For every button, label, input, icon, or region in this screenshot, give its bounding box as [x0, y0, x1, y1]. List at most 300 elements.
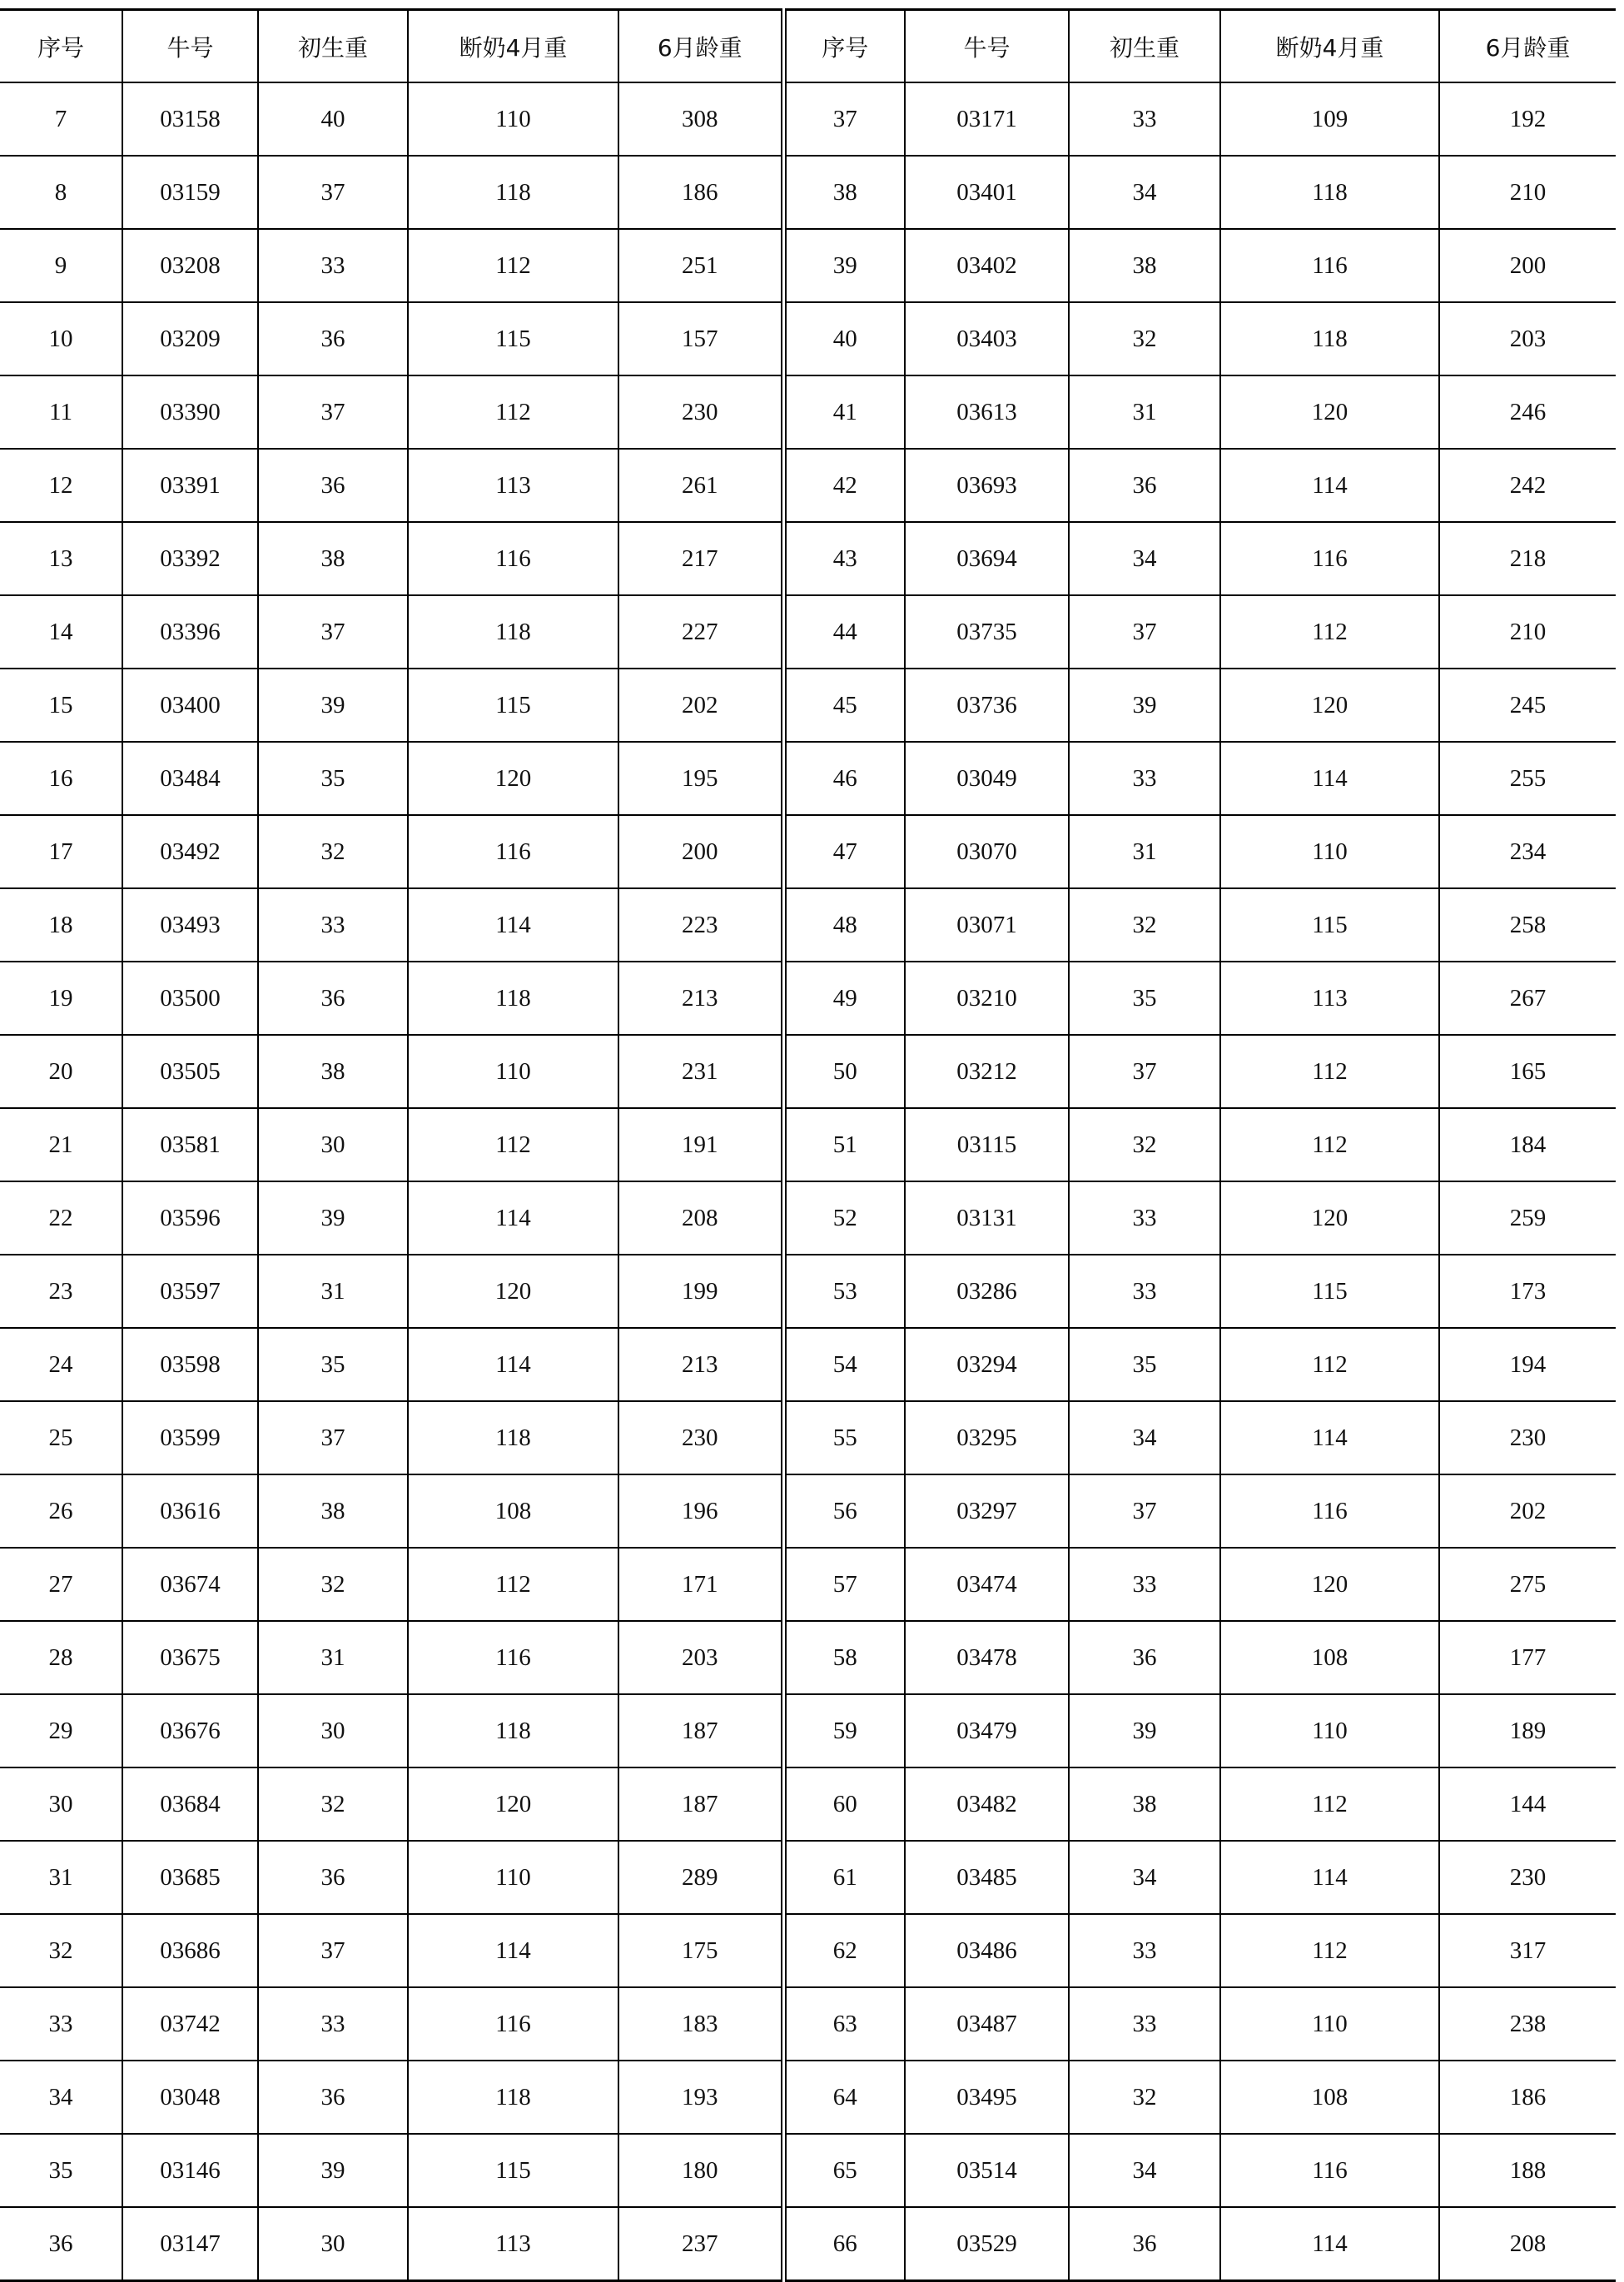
cell-serial-no-right: 55	[783, 1401, 905, 1474]
cell-birth-weight-right: 35	[1069, 962, 1220, 1035]
cell-birth-weight-right: 37	[1069, 1035, 1220, 1108]
cell-birth-weight-left: 31	[258, 1621, 408, 1694]
cell-cattle-id-right: 03071	[905, 888, 1069, 962]
cell-weaning-4-month-weight-right: 108	[1220, 1621, 1439, 1694]
cell-serial-no-right: 49	[783, 962, 905, 1035]
cell-weaning-4-month-weight-right: 114	[1220, 1841, 1439, 1914]
cell-weaning-4-month-weight-left: 116	[408, 1621, 618, 1694]
cell-cattle-id-right: 03286	[905, 1255, 1069, 1328]
cell-serial-no-left: 35	[0, 2134, 122, 2207]
cell-birth-weight-left: 33	[258, 888, 408, 962]
cell-cattle-id-right: 03294	[905, 1328, 1069, 1401]
cell-weaning-4-month-weight-left: 118	[408, 2061, 618, 2134]
cell-6-month-weight-left: 199	[618, 1255, 783, 1328]
cell-birth-weight-left: 39	[258, 1181, 408, 1255]
header-birth-weight-left: 初生重	[258, 10, 408, 83]
table-row	[0, 1841, 1616, 1914]
cell-birth-weight-right: 36	[1069, 1621, 1220, 1694]
cell-cattle-id-right: 03613	[905, 375, 1069, 449]
table-row	[0, 449, 1616, 522]
cell-weaning-4-month-weight-right: 112	[1220, 1767, 1439, 1841]
cell-weaning-4-month-weight-right: 114	[1220, 449, 1439, 522]
cell-cattle-id-left: 03158	[122, 82, 258, 156]
cell-serial-no-left: 22	[0, 1181, 122, 1255]
cell-weaning-4-month-weight-left: 118	[408, 1694, 618, 1767]
cell-cattle-id-left: 03391	[122, 449, 258, 522]
cell-birth-weight-right: 39	[1069, 669, 1220, 742]
cell-weaning-4-month-weight-right: 120	[1220, 1548, 1439, 1621]
table-row	[0, 962, 1616, 1035]
cell-cattle-id-left: 03147	[122, 2207, 258, 2281]
cell-birth-weight-left: 38	[258, 522, 408, 595]
cell-birth-weight-left: 39	[258, 669, 408, 742]
cell-serial-no-right: 58	[783, 1621, 905, 1694]
cell-6-month-weight-left: 261	[618, 449, 783, 522]
cell-weaning-4-month-weight-left: 110	[408, 1035, 618, 1108]
table-row	[0, 1108, 1616, 1181]
cell-cattle-id-right: 03482	[905, 1767, 1069, 1841]
cell-birth-weight-right: 37	[1069, 595, 1220, 669]
cell-birth-weight-right: 37	[1069, 1474, 1220, 1548]
cell-cattle-id-left: 03505	[122, 1035, 258, 1108]
cell-birth-weight-left: 30	[258, 2207, 408, 2281]
cell-weaning-4-month-weight-left: 114	[408, 888, 618, 962]
cell-serial-no-left: 30	[0, 1767, 122, 1841]
cell-serial-no-left: 19	[0, 962, 122, 1035]
cell-6-month-weight-right: 192	[1439, 82, 1616, 156]
cell-serial-no-right: 63	[783, 1987, 905, 2061]
header-cattle-id-right: 牛号	[905, 10, 1069, 83]
cell-weaning-4-month-weight-right: 112	[1220, 1914, 1439, 1987]
table-row	[0, 815, 1616, 888]
cell-serial-no-left: 9	[0, 229, 122, 302]
cell-6-month-weight-right: 275	[1439, 1548, 1616, 1621]
cell-birth-weight-left: 33	[258, 229, 408, 302]
cell-weaning-4-month-weight-left: 113	[408, 2207, 618, 2281]
cell-cattle-id-right: 03297	[905, 1474, 1069, 1548]
cattle-weight-table	[0, 8, 1616, 2282]
cell-weaning-4-month-weight-right: 112	[1220, 1035, 1439, 1108]
cell-6-month-weight-right: 210	[1439, 595, 1616, 669]
cell-weaning-4-month-weight-right: 118	[1220, 302, 1439, 375]
cell-6-month-weight-right: 202	[1439, 1474, 1616, 1548]
cell-cattle-id-right: 03171	[905, 82, 1069, 156]
cell-6-month-weight-left: 217	[618, 522, 783, 595]
cell-6-month-weight-left: 223	[618, 888, 783, 962]
cell-cattle-id-left: 03146	[122, 2134, 258, 2207]
cell-serial-no-left: 24	[0, 1328, 122, 1401]
table-row	[0, 1767, 1616, 1841]
cell-weaning-4-month-weight-right: 116	[1220, 522, 1439, 595]
cell-cattle-id-left: 03597	[122, 1255, 258, 1328]
cell-weaning-4-month-weight-right: 114	[1220, 742, 1439, 815]
cell-cattle-id-right: 03514	[905, 2134, 1069, 2207]
cell-6-month-weight-left: 230	[618, 375, 783, 449]
cell-weaning-4-month-weight-right: 116	[1220, 1474, 1439, 1548]
cell-6-month-weight-left: 230	[618, 1401, 783, 1474]
cell-weaning-4-month-weight-right: 112	[1220, 595, 1439, 669]
cell-weaning-4-month-weight-right: 118	[1220, 156, 1439, 229]
cell-serial-no-left: 29	[0, 1694, 122, 1767]
cell-birth-weight-right: 33	[1069, 82, 1220, 156]
cell-serial-no-right: 53	[783, 1255, 905, 1328]
cell-cattle-id-right: 03479	[905, 1694, 1069, 1767]
cell-serial-no-left: 13	[0, 522, 122, 595]
cell-6-month-weight-right: 246	[1439, 375, 1616, 449]
cell-cattle-id-left: 03676	[122, 1694, 258, 1767]
cell-cattle-id-left: 03674	[122, 1548, 258, 1621]
cell-serial-no-right: 46	[783, 742, 905, 815]
cell-birth-weight-right: 32	[1069, 2061, 1220, 2134]
cell-6-month-weight-left: 195	[618, 742, 783, 815]
cell-serial-no-left: 21	[0, 1108, 122, 1181]
cell-weaning-4-month-weight-left: 112	[408, 229, 618, 302]
table-row	[0, 156, 1616, 229]
cell-cattle-id-left: 03484	[122, 742, 258, 815]
cell-weaning-4-month-weight-left: 120	[408, 1767, 618, 1841]
cell-birth-weight-left: 36	[258, 962, 408, 1035]
cell-6-month-weight-left: 187	[618, 1694, 783, 1767]
cell-serial-no-left: 7	[0, 82, 122, 156]
cell-serial-no-right: 59	[783, 1694, 905, 1767]
header-cattle-id-left: 牛号	[122, 10, 258, 83]
cell-cattle-id-right: 03485	[905, 1841, 1069, 1914]
cell-serial-no-right: 64	[783, 2061, 905, 2134]
cell-birth-weight-right: 34	[1069, 1841, 1220, 1914]
cell-serial-no-right: 44	[783, 595, 905, 669]
cell-birth-weight-right: 33	[1069, 1255, 1220, 1328]
cell-6-month-weight-right: 259	[1439, 1181, 1616, 1255]
table-row	[0, 302, 1616, 375]
cell-cattle-id-right: 03486	[905, 1914, 1069, 1987]
cell-serial-no-right: 51	[783, 1108, 905, 1181]
table-row	[0, 669, 1616, 742]
cell-weaning-4-month-weight-right: 114	[1220, 1401, 1439, 1474]
cell-weaning-4-month-weight-left: 110	[408, 82, 618, 156]
cell-weaning-4-month-weight-left: 118	[408, 156, 618, 229]
cell-6-month-weight-right: 230	[1439, 1401, 1616, 1474]
cell-birth-weight-right: 38	[1069, 1767, 1220, 1841]
cell-serial-no-left: 26	[0, 1474, 122, 1548]
cell-serial-no-right: 40	[783, 302, 905, 375]
cell-weaning-4-month-weight-left: 113	[408, 449, 618, 522]
cell-6-month-weight-right: 203	[1439, 302, 1616, 375]
cell-serial-no-right: 39	[783, 229, 905, 302]
cell-serial-no-left: 10	[0, 302, 122, 375]
cell-weaning-4-month-weight-right: 116	[1220, 2134, 1439, 2207]
cell-cattle-id-right: 03735	[905, 595, 1069, 669]
cell-serial-no-left: 33	[0, 1987, 122, 2061]
cell-cattle-id-right: 03210	[905, 962, 1069, 1035]
cell-birth-weight-left: 32	[258, 1548, 408, 1621]
cell-cattle-id-left: 03159	[122, 156, 258, 229]
cell-6-month-weight-right: 238	[1439, 1987, 1616, 2061]
cell-serial-no-right: 37	[783, 82, 905, 156]
cell-serial-no-right: 65	[783, 2134, 905, 2207]
table-row	[0, 1474, 1616, 1548]
cell-serial-no-left: 36	[0, 2207, 122, 2281]
cell-birth-weight-right: 33	[1069, 1548, 1220, 1621]
cell-serial-no-right: 62	[783, 1914, 905, 1987]
cell-serial-no-right: 45	[783, 669, 905, 742]
cell-weaning-4-month-weight-right: 115	[1220, 888, 1439, 962]
cell-birth-weight-right: 31	[1069, 815, 1220, 888]
cell-6-month-weight-right: 255	[1439, 742, 1616, 815]
cell-weaning-4-month-weight-left: 110	[408, 1841, 618, 1914]
cell-birth-weight-left: 37	[258, 1401, 408, 1474]
table-row	[0, 82, 1616, 156]
cell-6-month-weight-right: 200	[1439, 229, 1616, 302]
cell-cattle-id-left: 03400	[122, 669, 258, 742]
cell-cattle-id-left: 03616	[122, 1474, 258, 1548]
cell-serial-no-left: 11	[0, 375, 122, 449]
cell-serial-no-left: 28	[0, 1621, 122, 1694]
cell-serial-no-right: 41	[783, 375, 905, 449]
cell-cattle-id-right: 03694	[905, 522, 1069, 595]
cell-weaning-4-month-weight-right: 109	[1220, 82, 1439, 156]
header-6-month-weight-right: 6月龄重	[1439, 10, 1616, 83]
cell-6-month-weight-right: 267	[1439, 962, 1616, 1035]
cell-weaning-4-month-weight-left: 115	[408, 2134, 618, 2207]
cell-birth-weight-left: 36	[258, 1841, 408, 1914]
cell-cattle-id-left: 03596	[122, 1181, 258, 1255]
cell-birth-weight-right: 33	[1069, 1181, 1220, 1255]
cell-birth-weight-right: 36	[1069, 2207, 1220, 2281]
cell-6-month-weight-right: 242	[1439, 449, 1616, 522]
cell-cattle-id-left: 03208	[122, 229, 258, 302]
cell-cattle-id-right: 03295	[905, 1401, 1069, 1474]
cell-weaning-4-month-weight-left: 112	[408, 375, 618, 449]
cell-6-month-weight-right: 144	[1439, 1767, 1616, 1841]
cell-cattle-id-left: 03599	[122, 1401, 258, 1474]
table-row	[0, 1621, 1616, 1694]
cell-6-month-weight-left: 193	[618, 2061, 783, 2134]
cell-6-month-weight-left: 187	[618, 1767, 783, 1841]
cell-serial-no-right: 60	[783, 1767, 905, 1841]
cell-6-month-weight-left: 231	[618, 1035, 783, 1108]
cell-weaning-4-month-weight-left: 120	[408, 1255, 618, 1328]
header-serial-no-left: 序号	[0, 10, 122, 83]
table-row	[0, 1914, 1616, 1987]
cell-serial-no-right: 52	[783, 1181, 905, 1255]
cell-serial-no-right: 61	[783, 1841, 905, 1914]
cell-birth-weight-left: 30	[258, 1108, 408, 1181]
table-row	[0, 1548, 1616, 1621]
header-row	[0, 10, 1616, 83]
cell-birth-weight-left: 37	[258, 156, 408, 229]
cell-cattle-id-right: 03693	[905, 449, 1069, 522]
cell-cattle-id-left: 03684	[122, 1767, 258, 1841]
cell-serial-no-left: 23	[0, 1255, 122, 1328]
cell-weaning-4-month-weight-left: 108	[408, 1474, 618, 1548]
table-row	[0, 375, 1616, 449]
cell-birth-weight-right: 32	[1069, 1108, 1220, 1181]
table-body	[0, 82, 1616, 2281]
cell-birth-weight-left: 38	[258, 1474, 408, 1548]
cell-serial-no-left: 20	[0, 1035, 122, 1108]
table-row	[0, 2061, 1616, 2134]
cell-6-month-weight-right: 218	[1439, 522, 1616, 595]
table-row	[0, 888, 1616, 962]
cell-serial-no-left: 25	[0, 1401, 122, 1474]
data-table-container	[0, 8, 1616, 2282]
cell-cattle-id-left: 03209	[122, 302, 258, 375]
cell-cattle-id-right: 03403	[905, 302, 1069, 375]
cell-birth-weight-left: 32	[258, 815, 408, 888]
cell-6-month-weight-left: 186	[618, 156, 783, 229]
cell-cattle-id-left: 03390	[122, 375, 258, 449]
cell-6-month-weight-left: 213	[618, 962, 783, 1035]
cell-weaning-4-month-weight-right: 110	[1220, 1987, 1439, 2061]
table-row	[0, 2207, 1616, 2281]
cell-weaning-4-month-weight-right: 114	[1220, 2207, 1439, 2281]
cell-birth-weight-left: 35	[258, 1328, 408, 1401]
header-weaning-4-month-weight-left: 断奶4月重	[408, 10, 618, 83]
cell-birth-weight-left: 33	[258, 1987, 408, 2061]
cell-cattle-id-right: 03474	[905, 1548, 1069, 1621]
cell-weaning-4-month-weight-right: 112	[1220, 1328, 1439, 1401]
cell-birth-weight-left: 40	[258, 82, 408, 156]
cell-serial-no-left: 27	[0, 1548, 122, 1621]
cell-cattle-id-right: 03131	[905, 1181, 1069, 1255]
cell-weaning-4-month-weight-left: 116	[408, 815, 618, 888]
cell-6-month-weight-left: 183	[618, 1987, 783, 2061]
cell-birth-weight-right: 32	[1069, 302, 1220, 375]
cell-6-month-weight-left: 251	[618, 229, 783, 302]
cell-cattle-id-right: 03049	[905, 742, 1069, 815]
cell-birth-weight-right: 39	[1069, 1694, 1220, 1767]
cell-serial-no-left: 34	[0, 2061, 122, 2134]
table-row	[0, 1035, 1616, 1108]
cell-serial-no-left: 8	[0, 156, 122, 229]
cell-6-month-weight-left: 213	[618, 1328, 783, 1401]
cell-serial-no-left: 16	[0, 742, 122, 815]
cell-cattle-id-right: 03115	[905, 1108, 1069, 1181]
cell-6-month-weight-left: 157	[618, 302, 783, 375]
cell-serial-no-right: 57	[783, 1548, 905, 1621]
cell-6-month-weight-right: 258	[1439, 888, 1616, 962]
cell-cattle-id-left: 03675	[122, 1621, 258, 1694]
cell-6-month-weight-right: 317	[1439, 1914, 1616, 1987]
cell-serial-no-left: 14	[0, 595, 122, 669]
cell-6-month-weight-right: 210	[1439, 156, 1616, 229]
cell-6-month-weight-left: 308	[618, 82, 783, 156]
cell-weaning-4-month-weight-left: 118	[408, 1401, 618, 1474]
cell-weaning-4-month-weight-left: 112	[408, 1548, 618, 1621]
cell-6-month-weight-right: 188	[1439, 2134, 1616, 2207]
cell-weaning-4-month-weight-right: 110	[1220, 815, 1439, 888]
cell-birth-weight-right: 34	[1069, 522, 1220, 595]
cell-weaning-4-month-weight-right: 115	[1220, 1255, 1439, 1328]
cell-weaning-4-month-weight-right: 120	[1220, 375, 1439, 449]
cell-cattle-id-right: 03529	[905, 2207, 1069, 2281]
cell-weaning-4-month-weight-right: 108	[1220, 2061, 1439, 2134]
cell-6-month-weight-left: 237	[618, 2207, 783, 2281]
cell-6-month-weight-left: 203	[618, 1621, 783, 1694]
cell-6-month-weight-right: 184	[1439, 1108, 1616, 1181]
cell-cattle-id-right: 03401	[905, 156, 1069, 229]
cell-cattle-id-left: 03598	[122, 1328, 258, 1401]
cell-6-month-weight-left: 180	[618, 2134, 783, 2207]
cell-6-month-weight-right: 194	[1439, 1328, 1616, 1401]
cell-cattle-id-left: 03685	[122, 1841, 258, 1914]
table-row	[0, 1401, 1616, 1474]
cell-weaning-4-month-weight-left: 116	[408, 522, 618, 595]
cell-weaning-4-month-weight-left: 115	[408, 669, 618, 742]
cell-6-month-weight-right: 234	[1439, 815, 1616, 888]
cell-birth-weight-right: 35	[1069, 1328, 1220, 1401]
cell-cattle-id-right: 03070	[905, 815, 1069, 888]
cell-cattle-id-left: 03493	[122, 888, 258, 962]
table-row	[0, 595, 1616, 669]
cell-6-month-weight-right: 165	[1439, 1035, 1616, 1108]
cell-serial-no-right: 50	[783, 1035, 905, 1108]
cell-birth-weight-right: 33	[1069, 1914, 1220, 1987]
table-row	[0, 1328, 1616, 1401]
cell-serial-no-right: 38	[783, 156, 905, 229]
cell-serial-no-left: 31	[0, 1841, 122, 1914]
cell-birth-weight-left: 32	[258, 1767, 408, 1841]
cell-serial-no-left: 32	[0, 1914, 122, 1987]
cell-serial-no-right: 42	[783, 449, 905, 522]
cell-6-month-weight-right: 189	[1439, 1694, 1616, 1767]
cell-weaning-4-month-weight-right: 120	[1220, 669, 1439, 742]
cell-6-month-weight-right: 173	[1439, 1255, 1616, 1328]
cell-weaning-4-month-weight-left: 114	[408, 1181, 618, 1255]
cell-cattle-id-left: 03396	[122, 595, 258, 669]
cell-cattle-id-left: 03742	[122, 1987, 258, 2061]
cell-serial-no-right: 56	[783, 1474, 905, 1548]
cell-cattle-id-right: 03478	[905, 1621, 1069, 1694]
cell-cattle-id-left: 03500	[122, 962, 258, 1035]
cell-birth-weight-left: 37	[258, 595, 408, 669]
table-row	[0, 229, 1616, 302]
cell-serial-no-left: 12	[0, 449, 122, 522]
cell-6-month-weight-left: 208	[618, 1181, 783, 1255]
cell-6-month-weight-left: 227	[618, 595, 783, 669]
cell-6-month-weight-left: 200	[618, 815, 783, 888]
cell-birth-weight-right: 32	[1069, 888, 1220, 962]
cell-birth-weight-right: 34	[1069, 2134, 1220, 2207]
cell-cattle-id-right: 03212	[905, 1035, 1069, 1108]
cell-weaning-4-month-weight-right: 112	[1220, 1108, 1439, 1181]
cell-birth-weight-left: 36	[258, 2061, 408, 2134]
cell-6-month-weight-left: 191	[618, 1108, 783, 1181]
cell-serial-no-right: 47	[783, 815, 905, 888]
cell-cattle-id-left: 03581	[122, 1108, 258, 1181]
header-birth-weight-right: 初生重	[1069, 10, 1220, 83]
cell-birth-weight-left: 39	[258, 2134, 408, 2207]
cell-cattle-id-left: 03492	[122, 815, 258, 888]
table-row	[0, 522, 1616, 595]
cell-6-month-weight-right: 208	[1509, 2230, 1547, 2257]
cell-serial-no-right: 54	[783, 1328, 905, 1401]
table-row	[0, 2134, 1616, 2207]
cell-6-month-weight-right: 245	[1439, 669, 1616, 742]
cell-birth-weight-right: 33	[1069, 1987, 1220, 2061]
header-serial-no-right: 序号	[783, 10, 905, 83]
cell-6-month-weight-right: 186	[1439, 2061, 1616, 2134]
cell-cattle-id-left: 03048	[122, 2061, 258, 2134]
cell-weaning-4-month-weight-left: 118	[408, 595, 618, 669]
cell-birth-weight-left: 35	[258, 742, 408, 815]
cell-6-month-weight-left: 196	[618, 1474, 783, 1548]
cell-birth-weight-left: 36	[258, 302, 408, 375]
cell-birth-weight-left: 38	[258, 1035, 408, 1108]
cell-cattle-id-right: 03402	[905, 229, 1069, 302]
cell-6-month-weight-left: 171	[618, 1548, 783, 1621]
cell-birth-weight-right: 36	[1069, 449, 1220, 522]
